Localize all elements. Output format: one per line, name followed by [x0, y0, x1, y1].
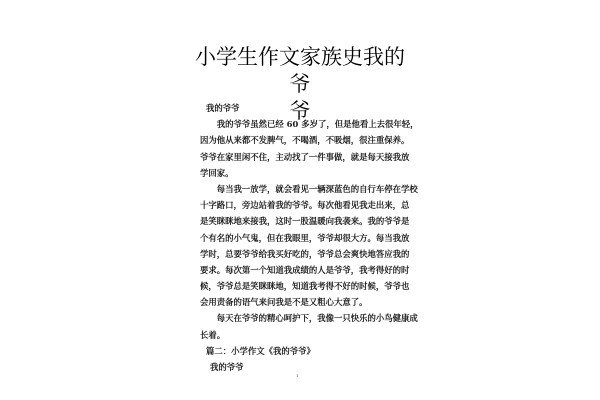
paragraph-3-line-1: 每天在爷爷的精心呵护下，我像一只快乐的小鸟健康成 [200, 313, 418, 324]
heading-my-grandpa: 我的爷爷 [206, 103, 240, 113]
paragraph-2-line-2: 十字路口，旁边站着我的爷爷。每次他看见我走出来，总 [200, 200, 410, 211]
paragraph-2-line-4: 个有名的小气鬼，但在我眼里，爷爷却很大方。每当我放 [200, 232, 410, 243]
paragraph-2-line-8: 会用责备的语气来问我是不是又粗心大意了。 [200, 297, 368, 308]
paragraph-1-line-2: 因为他从来都不发脾气，不喝酒，不吸烟，很注重保养。 [200, 135, 410, 146]
section-two-subheading: 我的爷爷 [210, 362, 244, 372]
paragraph-2-line-1: 每当我一放学，就会看见一辆深蓝色的自行车停在学校 [200, 183, 418, 194]
title-line-2: 爷 [289, 99, 311, 123]
page-number: 1 [296, 373, 299, 378]
paragraph-2-line-3: 是笑眯眯地来接我，这时一股温暖向我袭来。我的爷爷是 [200, 216, 410, 227]
paragraph-3-line-2: 长着。 [200, 329, 226, 340]
document-body [200, 100, 419, 375]
paragraph-2-line-6: 要求。每次第一个知道我成绩的人是爷爷，我考得好的时 [200, 264, 410, 275]
paragraph-1-line-4: 学回家。 [200, 167, 234, 178]
paragraph-2-line-5: 学时，总要爷爷给我买好吃的，爷爷总会爽快地答应我的 [200, 248, 410, 259]
title-line-1: 小学生作文家族史我的爷 [195, 45, 405, 96]
paragraph-2-line-7: 候，爷爷总是笑眯眯地，知道我考得不好的时候，爷爷也 [200, 281, 410, 292]
paragraph-1-line-1: 我的爷爷虽然已经 60 多岁了，但是他看上去很年轻， [200, 119, 419, 130]
section-two-heading: 篇二：小学作文《我的爷爷》 [206, 345, 315, 356]
paragraph-1-line-3: 爷爷在家里闲不住，主动找了一件事做，就是每天接我放 [200, 151, 410, 162]
